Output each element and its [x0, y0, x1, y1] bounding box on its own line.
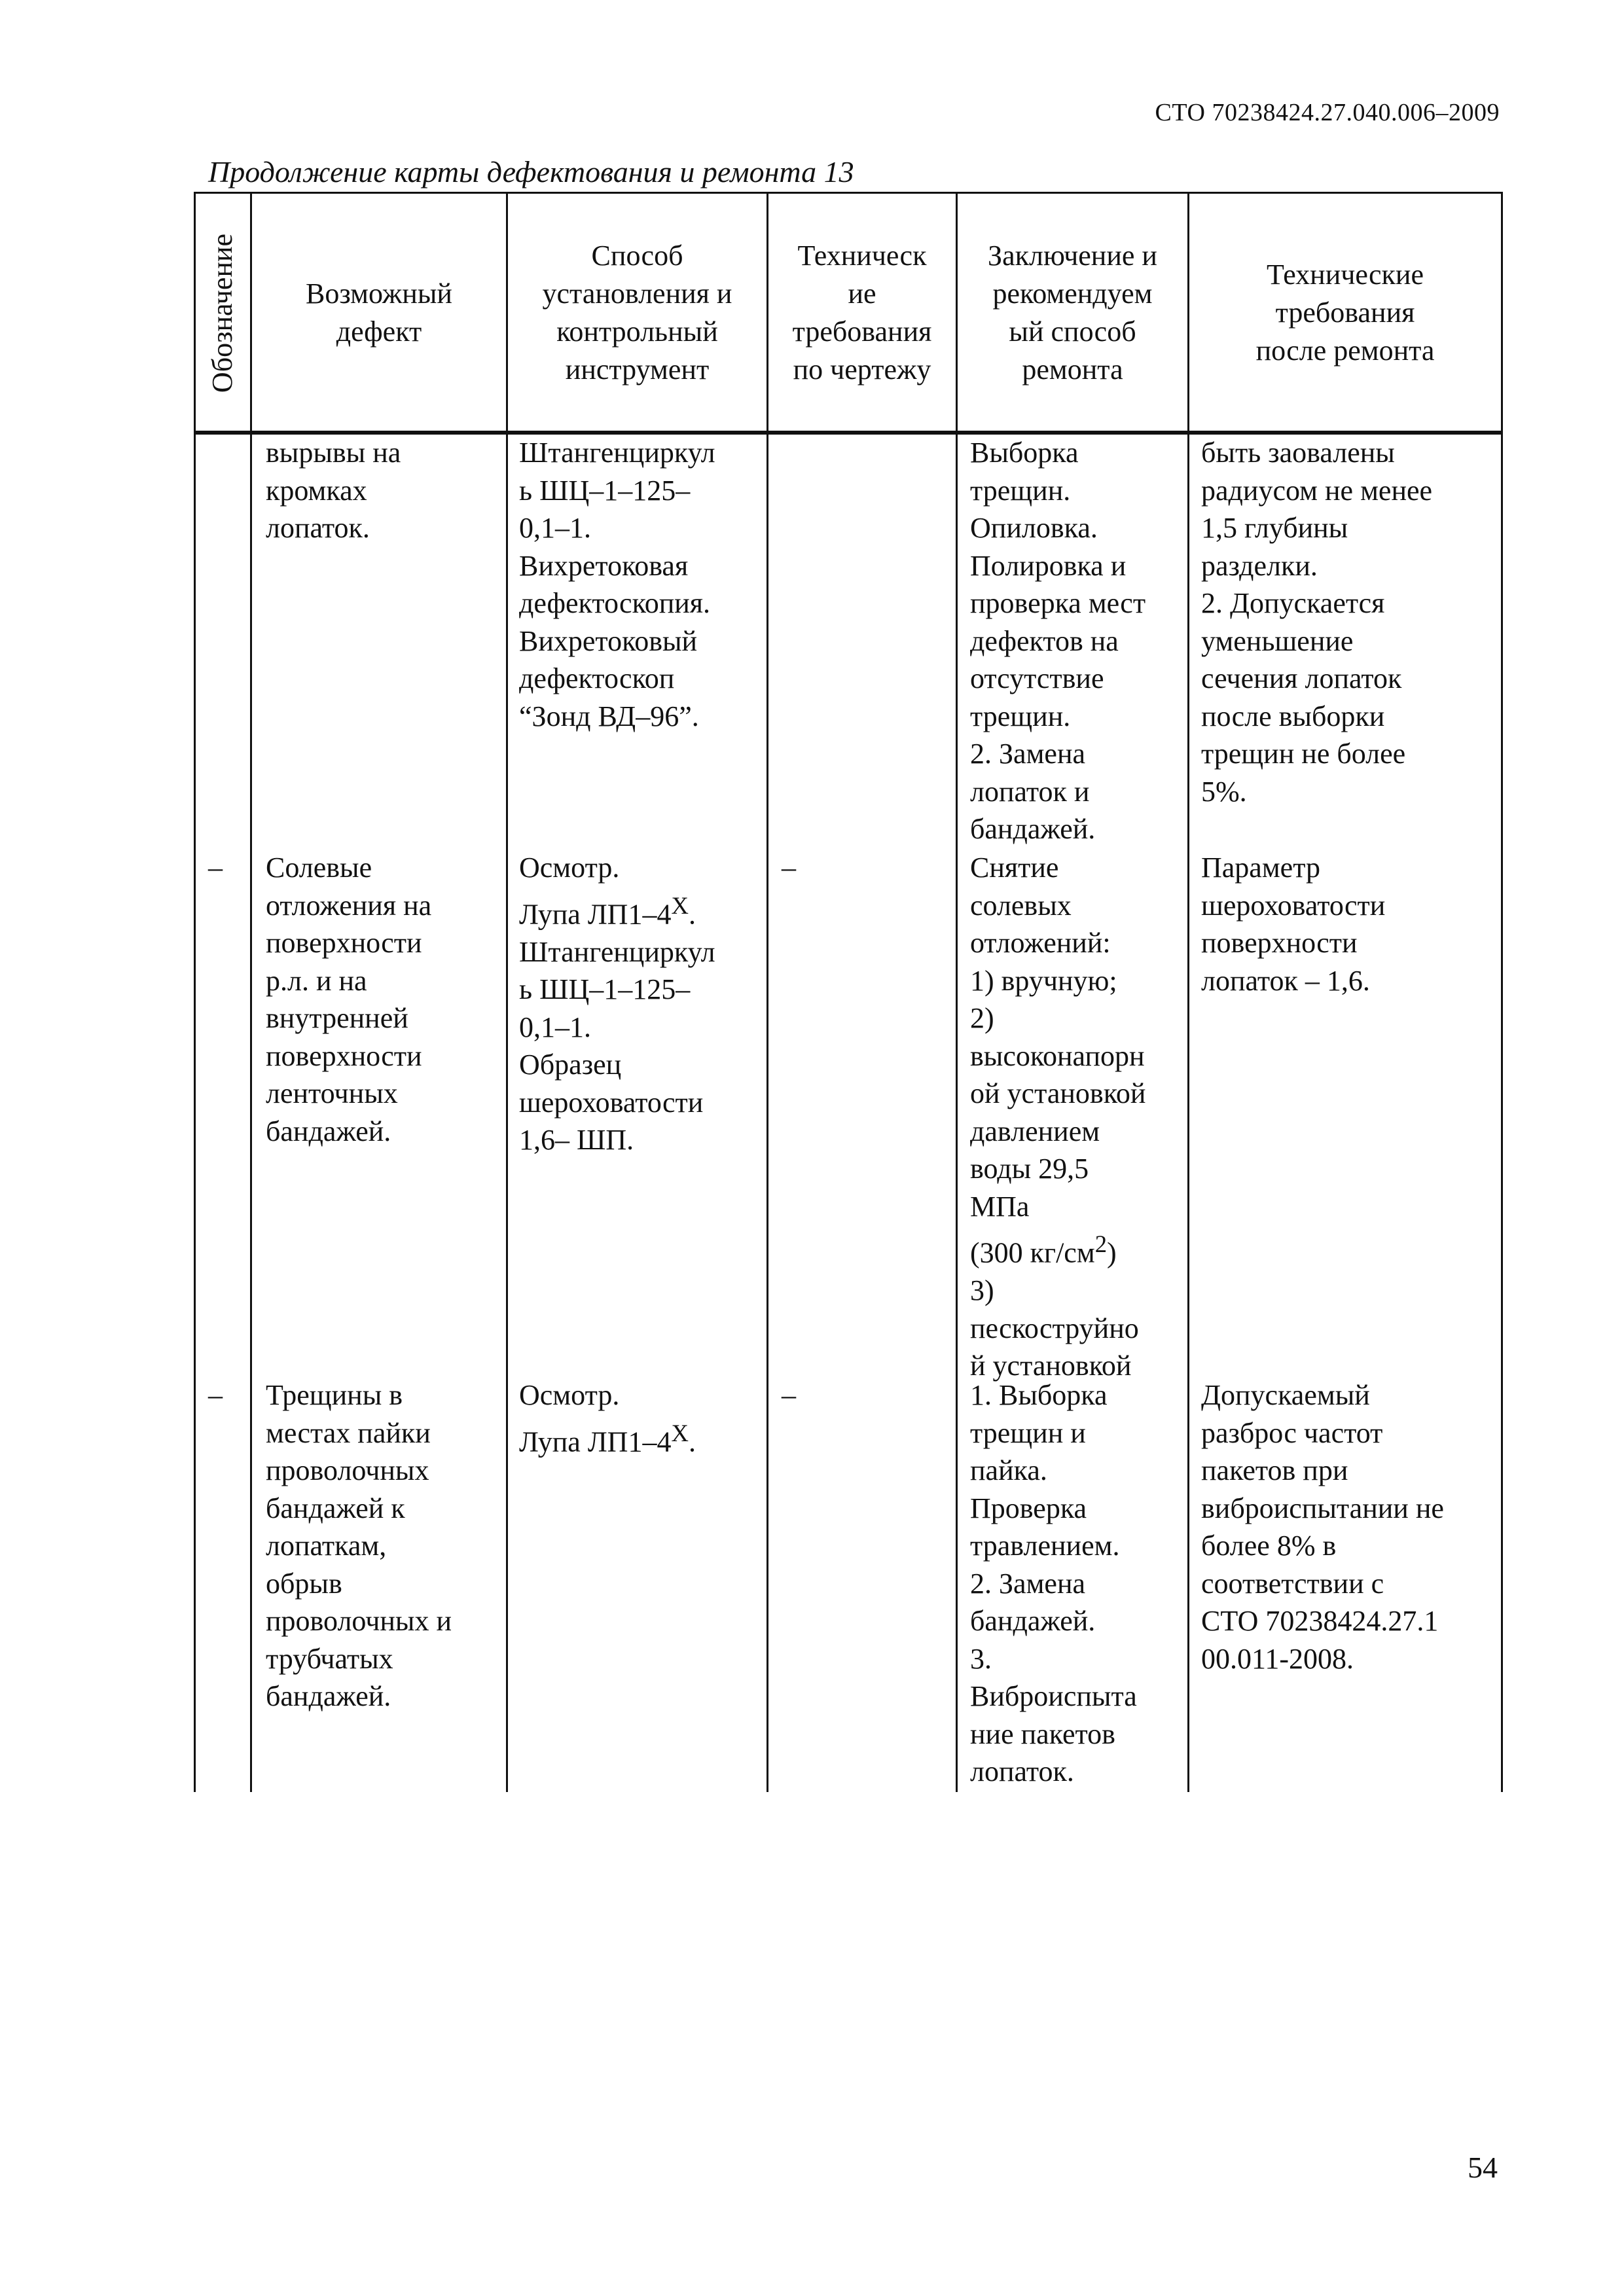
row2-drawing-req: – [782, 852, 796, 884]
row3-drawing-req: – [782, 1379, 796, 1411]
row1-method: Штангенциркул ь ШЦ–1–125– 0,1–1. Вихретоковая дефектоскопия. Вихретоковый дефектоскоп “Зонд ВД–96”. [519, 437, 715, 732]
row3-method: Осмотр. Лупа $ЛП1-4^X$. [519, 1379, 696, 1458]
row3-after-repair: Допускаемый разброс частот пакетов при виброиспытании не более 8% в соответствии с СТО 70238424.27.1 00.011-2008. [1201, 1379, 1444, 1675]
header-drawing-requirements: Техническ ие требования по чертежу [792, 240, 932, 386]
header-after-repair-requirements: Технические требования после ремонта [1255, 259, 1435, 367]
header-method: Способ установления и контрольный инструмент [542, 240, 732, 386]
row3-repair: 1. Выборка трещин и пайка. Проверка травлением. 2. Замена бандажей. 3. Виброиспыта ние пакетов лопаток. [970, 1379, 1137, 1787]
header-defect: Возможный дефект [306, 278, 452, 348]
row2-after-repair: Параметр шероховатости поверхности лопаток – 1,6. [1201, 852, 1386, 997]
row2-defect: Солевые отложения на поверхности р.л. и на внутренней поверхности ленточных бандажей. [266, 852, 432, 1147]
row3-designation: – [208, 1379, 223, 1411]
row3-defect: Трещины в местах пайки проволочных бандажей к лопаткам, обрыв проволочных и трубчатых бандажей. [266, 1379, 452, 1712]
row2-designation: – [208, 852, 223, 884]
header-repair-conclusion: Заключение и рекомендуем ый способ ремонта [988, 240, 1157, 386]
table-caption: Продолжение карты дефектования и ремонта 13 [208, 155, 854, 188]
document-code: СТО 70238424.27.040.006–2009 [1155, 99, 1500, 126]
row1-after-repair: быть заовалены радиусом не менее 1,5 глубины разделки. 2. Допускается уменьшение сечения лопаток после выборки трещин не более 5%. [1201, 437, 1433, 808]
page-number: 54 [1468, 2151, 1498, 2184]
row1-defect: вырывы на кромках лопаток. [266, 437, 401, 544]
row2-method: Осмотр. Лупа $ЛП1-4^X$. Штангенциркул ь ШЦ–1–125– 0,1–1. Образец шероховатости 1,6– ШП. [519, 852, 715, 1157]
defect-repair-table [194, 192, 1503, 1792]
header-designation: Обозначение [206, 233, 239, 393]
row1-repair: Выборка трещин. Опиловка. Полировка и проверка мест дефектов на отсутствие трещин. 2. Замена лопаток и бандажей. [970, 437, 1146, 845]
row2-repair: Снятие солевых отложений: 1) вручную; 2) высоконапорн ой установкой давлением воды 29,5 МПа (300 $кг/см^2$) 3) пескоструйно й установкой [970, 852, 1146, 1382]
